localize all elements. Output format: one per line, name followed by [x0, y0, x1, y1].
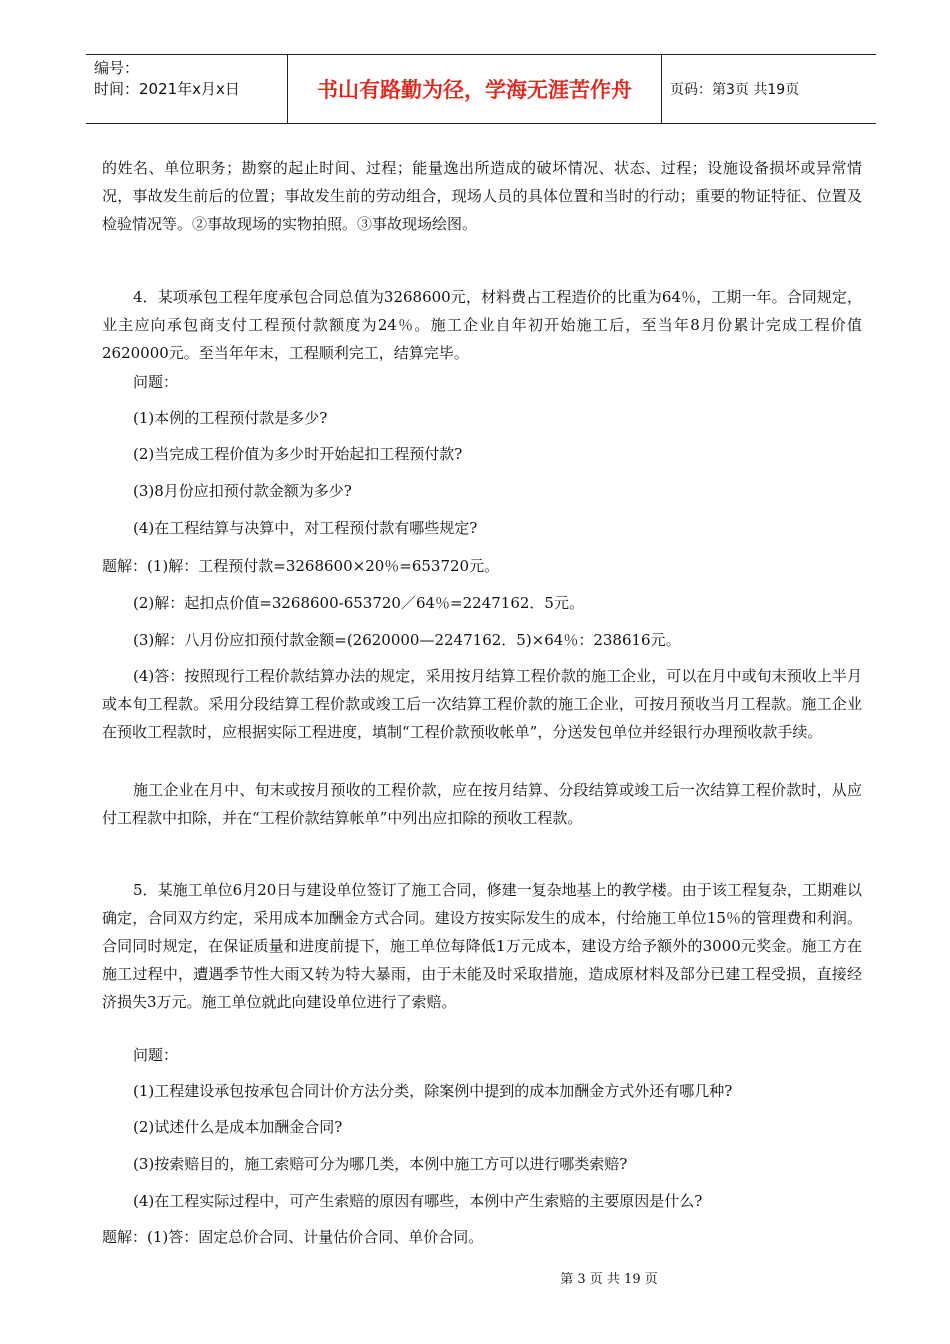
answer-4-item-2: (2)解：起扣点价值=3268600-653720／64％=2247162．5元。 [133, 594, 584, 612]
document-date-label: 时间：2021年x月x日 [94, 80, 240, 98]
answer-5-item-1: 题解：(1)答：固定总价合同、计量估价合同、单价合同。 [102, 1228, 484, 1246]
question-5-heading: 问题： [133, 1046, 179, 1064]
question-5-item-3: (3)按索赔目的，施工索赔可分为哪几类，本例中施工方可以进行哪类索赔? [133, 1155, 628, 1173]
question-4-heading: 问题： [133, 373, 179, 391]
question-4-paragraph: 4．某项承包工程年度承包合同总值为3268600元，材料费占工程造价的比重为64％，工期一年。合同规定，业主应向承包商支付工程预付款额度为24％。施工企业自年初开始施工后，至当年8月份累计完成工程价值2620000元。至当年年末，工程顺利完工，结算完毕。 [102, 288, 862, 362]
page-footer: 第 3 页 共 19 页 [560, 1272, 658, 1287]
question-5-item-1: (1)工程建设承包按承包合同计价方法分类，除案例中提到的成本加酬金方式外还有哪几种? [133, 1082, 733, 1100]
page-header [86, 54, 876, 124]
question-4-item-1: (1)本例的工程预付款是多少? [133, 409, 328, 427]
header-meta [86, 55, 288, 123]
header-page-number: 页码：第3页 共19页 [670, 82, 800, 98]
question-4-item-3: (3)8月份应扣预付款金额为多少? [133, 482, 352, 500]
question-4-item-4: (4)在工程结算与决算中，对工程预付款有哪些规定? [133, 519, 478, 537]
document-number-label: 编号： [94, 59, 140, 77]
question-4-item-2: (2)当完成工程价值为多少时开始起扣工程预付款? [133, 445, 463, 463]
question-5-paragraph: 5．某施工单位6月20日与建设单位签订了施工合同，修建一复杂地基上的教学楼。由于该工程复杂，工期难以确定，合同双方约定，采用成本加酬金方式合同。建设方按实际发生的成本，付给施工单位15％的管理费和利润。合同同时规定，在保证质量和进度前提下，施工单位每降低1万元成本，建设方给予额外的3000元奖金。施工方在施工过程中，遭遇季节性大雨又转为特大暴雨，由于未能及时采取措施，造成原材料及部分已建工程受损，直接经济损失3万元。施工单位就此向建设单位进行了索赔。 [102, 881, 862, 1011]
header-motto: 书山有路勤为径，学海无涯苦作舟 [288, 55, 662, 123]
answer-4-item-1: 题解：(1)解：工程预付款=3268600×20％=653720元。 [102, 557, 500, 575]
question-5-item-2: (2)试述什么是成本加酬金合同? [133, 1118, 343, 1136]
paragraph-continued: 的姓名、单位职务；勘察的起止时间、过程；能量逸出所造成的破坏情况、状态、过程；设施设备损坏或异常情况，事故发生前后的位置；事故发生前的劳动组合，现场人员的具体位置和当时的行动；重要的物证特征、位置及检验情况等。②事故现场的实物拍照。③事故现场绘图。 [102, 159, 862, 233]
answer-4-item-4-continued: 施工企业在月中、旬末或按月预收的工程价款，应在按月结算、分段结算或竣工后一次结算工程价款时，从应付工程款中扣除，并在“工程价款结算帐单”中列出应扣除的预收工程款。 [102, 781, 862, 827]
question-5-item-4: (4)在工程实际过程中，可产生索赔的原因有哪些，本例中产生索赔的主要原因是什么? [133, 1192, 703, 1210]
answer-4-item-4: (4)答：按照现行工程价款结算办法的规定，采用按月结算工程价款的施工企业，可以在月中或旬末预收上半月或本旬工程款。采用分段结算工程价款或竣工后一次结算工程价款的施工企业，可按月预收当月工程款。施工企业在预收工程款时，应根据实际工程进度，填制“工程价款预收帐单”，分送发包单位并经银行办理预收款手续。 [102, 667, 862, 741]
answer-4-item-3: (3)解：八月份应扣预付款金额=(2620000—2247162．5)×64％：238616元。 [133, 631, 681, 649]
